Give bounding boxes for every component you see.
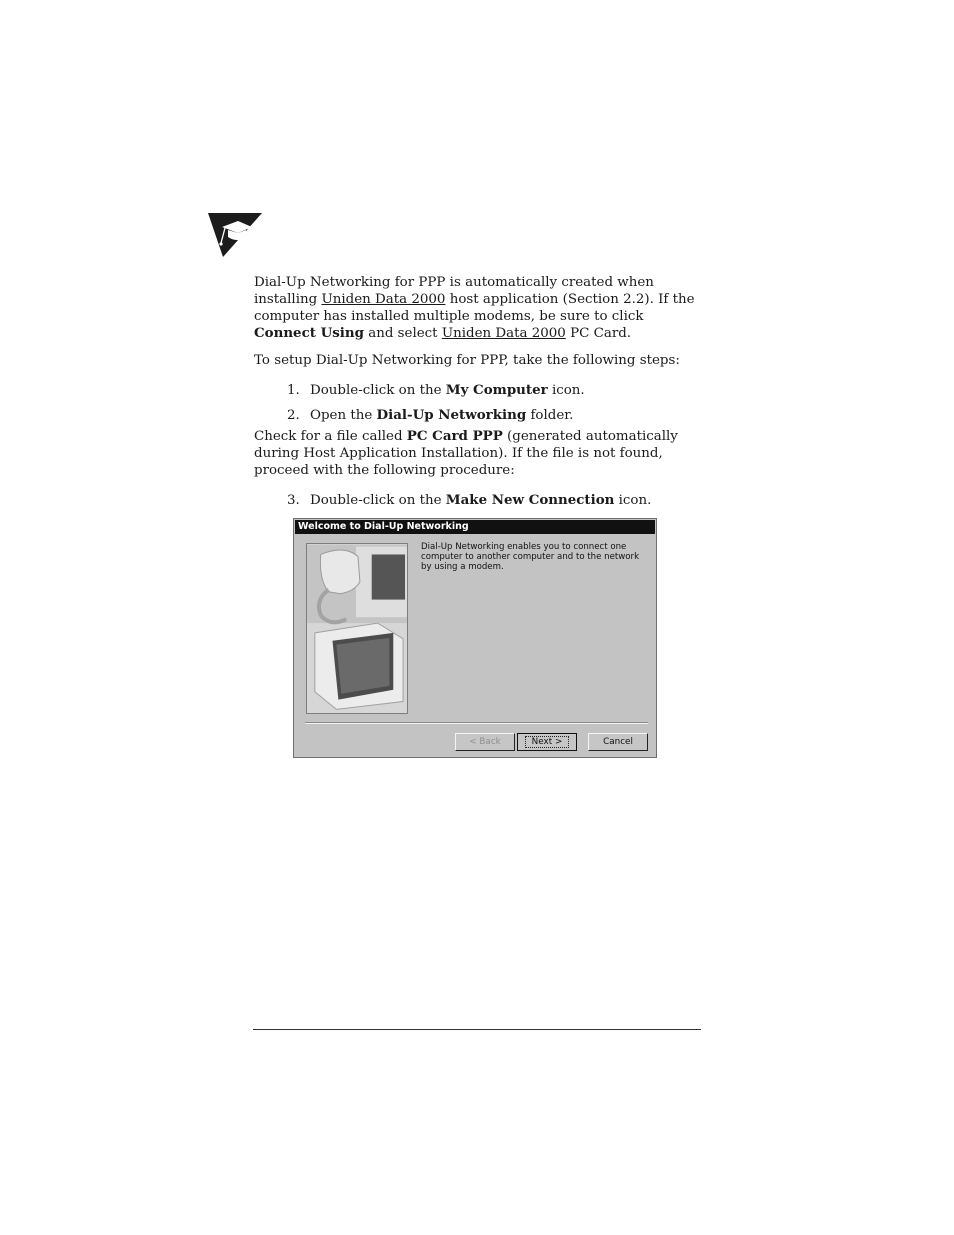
graduation-cap-icon <box>208 213 262 257</box>
dialog-description: Dial-Up Networking enables you to connect one computer to another computer and to the network by using a modem. <box>421 542 640 572</box>
dialog-title: Welcome to Dial-Up Networking <box>295 520 655 534</box>
back-button[interactable]: < Back <box>455 733 515 751</box>
next-button-label: Next > <box>525 736 570 748</box>
footer-rule <box>253 1029 701 1030</box>
dialog-separator <box>305 722 648 724</box>
step-1: 1. Double-click on the My Computer icon. <box>287 382 585 398</box>
next-button[interactable] <box>517 733 577 751</box>
steps-intro: To setup Dial-Up Networking for PPP, take the following steps: <box>254 353 680 368</box>
dial-up-wizard-dialog <box>293 518 657 758</box>
computer-phone-illustration <box>306 543 408 714</box>
step-3: 3. Double-click on the Make New Connection icon. <box>287 492 652 508</box>
cancel-button[interactable]: Cancel <box>588 733 648 751</box>
step-2: 2. Open the Dial-Up Networking folder. <box>287 407 574 423</box>
check-paragraph: Check for a file called PC Card PPP (generated automatically during Host Application Installation). If the file is not found, proceed with the following procedure: <box>254 428 678 478</box>
intro-paragraph: Dial-Up Networking for PPP is automatically created when installing Uniden Data 2000 host application (Section 2.2). If the computer has installed multiple modems, be sure to click Connect Using and select Uniden Data 2000 PC Card. <box>254 275 695 341</box>
